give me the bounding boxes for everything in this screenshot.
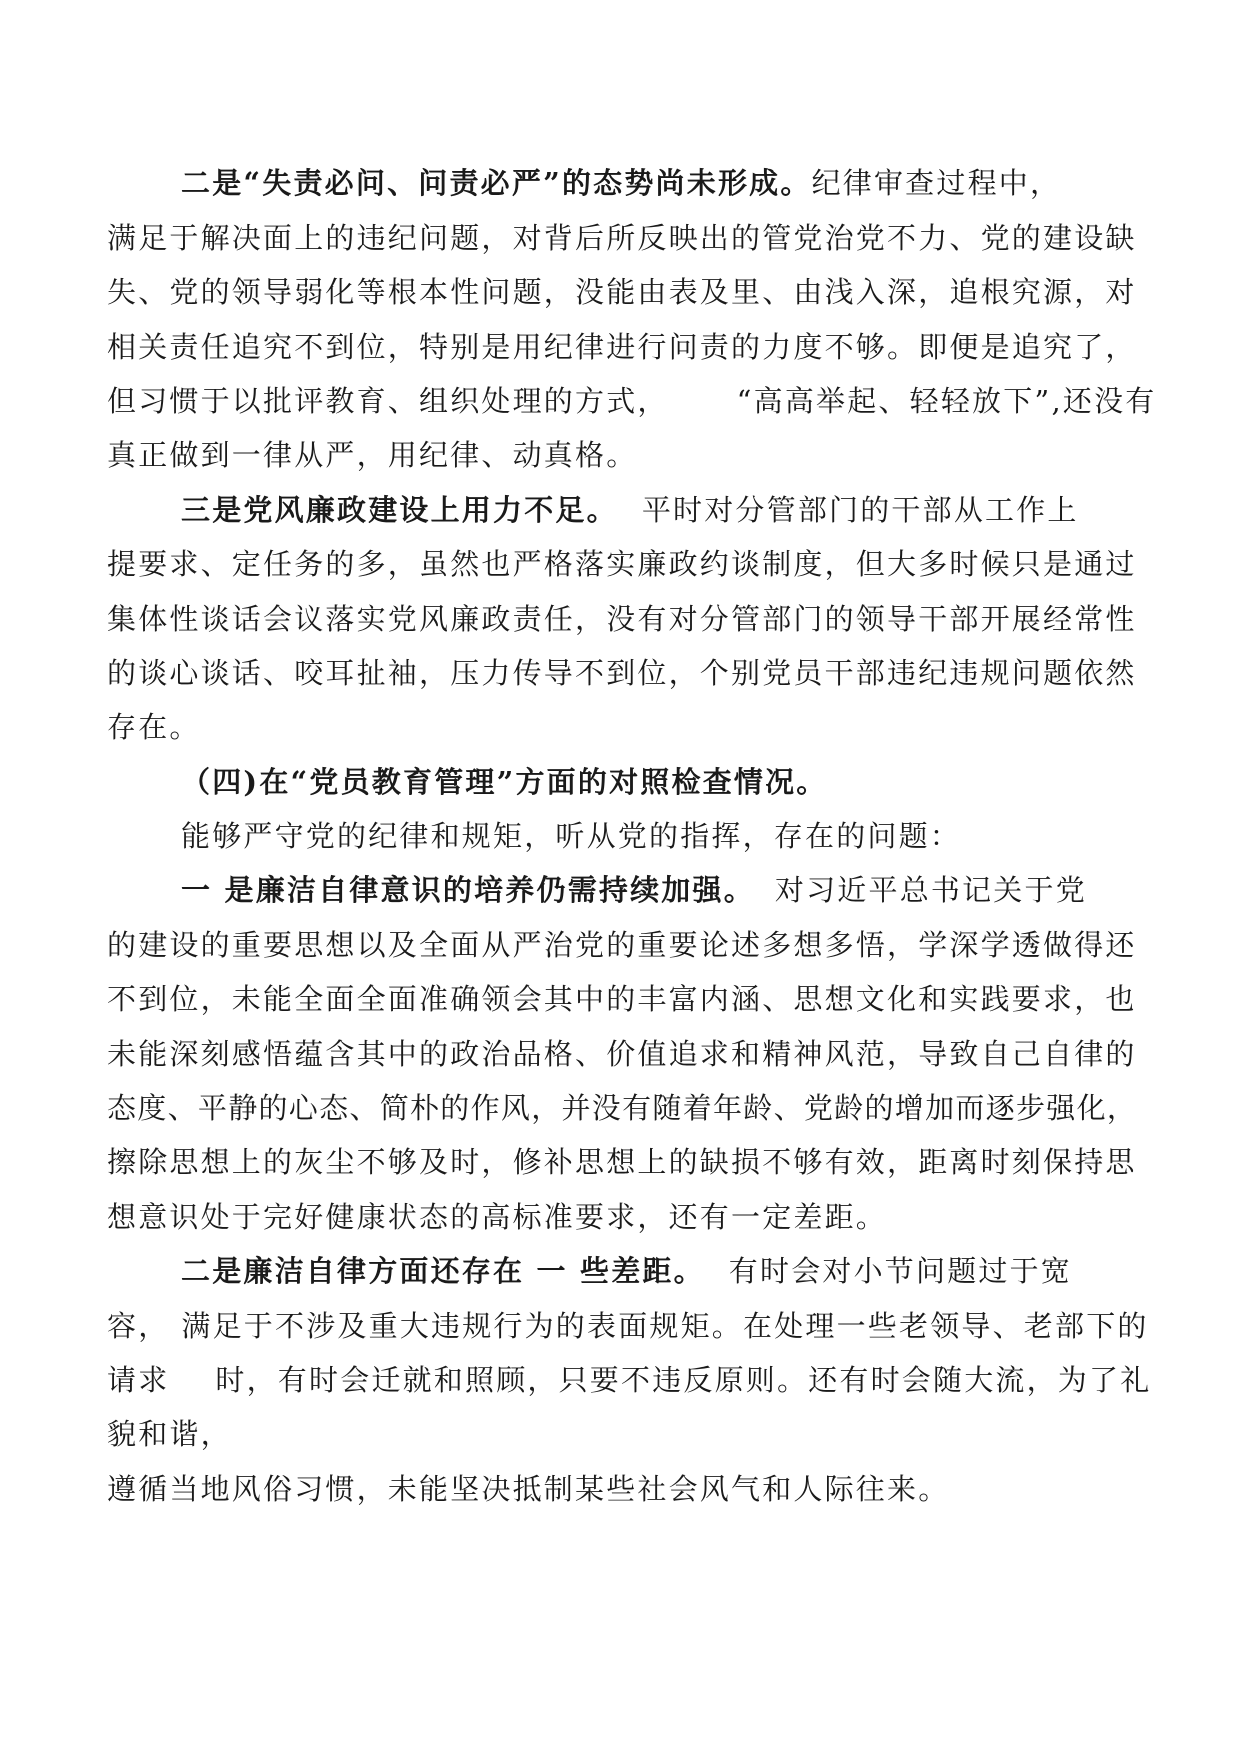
paragraph-2-heading: 三是党风廉政建设上用力不足。: [181, 493, 618, 527]
paragraph-5-line-2: [107, 1306, 1149, 1346]
paragraph-5-text: 请求: [107, 1363, 170, 1397]
paragraph-4-line-4: 未能深刻感悟蕴含其中的政治品格、价值追求和精神风范，导致自己自律的: [107, 1037, 1137, 1071]
paragraph-5-line-4: 貌和谐，: [107, 1417, 232, 1451]
paragraph-5-text: 满足于不涉及重大违规行为的表面规矩。在处理一些老领导、老部下的: [181, 1309, 1149, 1343]
paragraph-4-heading: 一 是廉洁自律意识的培养仍需持续加强。: [181, 873, 755, 907]
section-heading: （四)在“党员教育管理”方面的对照检查情况。: [181, 765, 828, 799]
paragraph-3-line-1: 能够严守党的纪律和规矩，听从党的指挥，存在的问题：: [181, 819, 962, 853]
paragraph-4-line-3: 不到位，未能全面全面准确领会其中的丰富内涵、思想文化和实践要求，也: [107, 982, 1137, 1016]
paragraph-4-line-5: 态度、平静的心态、简朴的作风，并没有随着年龄、党龄的增加而逐步强化，: [107, 1091, 1138, 1125]
paragraph-5-heading: 二是廉洁自律方面还存在 一 些差距。: [181, 1254, 705, 1288]
paragraph-1-line-4: 相关责任追究不到位，特别是用纪律进行问责的力度不够。即便是追究了，: [107, 330, 1137, 364]
paragraph-2-line-2: 提要求、定任务的多，虽然也严格落实廉政约谈制度，但大多时候只是通过: [107, 547, 1137, 581]
paragraph-5-text: 有时会对小节问题过于宽: [728, 1254, 1072, 1288]
paragraph-5-text: 容，: [107, 1309, 170, 1343]
paragraph-4-text: 对习近平总书记关于党: [774, 873, 1087, 907]
paragraph-5-line-3: [107, 1360, 1151, 1400]
paragraph-1-text: 纪律审查过程中，: [811, 166, 1062, 200]
paragraph-2-line-4: 的谈心谈话、咬耳扯袖，压力传导不到位，个别党员干部违纪违规问题依然: [107, 656, 1137, 690]
paragraph-1-line-6: 真正做到一律从严，用纪律、动真格。: [107, 438, 638, 472]
paragraph-5-text: 时，有时会迁就和照顾，只要不违反原则。还有时会随大流，为了礼: [215, 1363, 1152, 1397]
paragraph-1-line-2: 满足于解决面上的违纪问题，对背后所反映出的管党治党不力、党的建设缺: [107, 221, 1137, 255]
paragraph-1-line-1: [181, 163, 1061, 203]
paragraph-5-line-1: [181, 1251, 1072, 1291]
paragraph-1-heading: 二是“失责必问、问责必严”的态势尚未形成。: [181, 166, 812, 200]
paragraph-5-line-5: 遵循当地风俗习惯，未能坚决抵制某些社会风气和人际往来。: [107, 1472, 950, 1506]
paragraph-4-line-1: [181, 870, 1087, 910]
paragraph-2-text: 平时对分管部门的干部从工作上: [641, 493, 1079, 527]
paragraph-1-text: 但习惯于以批评教育、组织处理的方式，: [107, 384, 669, 418]
paragraph-4-line-6: 擦除思想上的灰尘不够及时，修补思想上的缺损不够有效，距离时刻保持思: [107, 1145, 1137, 1179]
paragraph-1-line-3: 失、党的领导弱化等根本性问题，没能由表及里、由浅入深，追根究源，对: [107, 275, 1137, 309]
paragraph-2-line-3: 集体性谈话会议落实党风廉政责任，没有对分管部门的领导干部开展经常性: [107, 602, 1137, 636]
paragraph-2-line-1: [181, 490, 1079, 530]
paragraph-1-line-5: [107, 381, 1156, 421]
paragraph-1-quote: “高高举起、轻轻放下”,还没有: [736, 384, 1157, 418]
paragraph-4-line-2: 的建设的重要思想以及全面从严治党的重要论述多想多悟，学深学透做得还: [107, 928, 1137, 962]
paragraph-2-line-5: 存在。: [107, 710, 201, 744]
paragraph-4-line-7: 想意识处于完好健康状态的高标准要求，还有一定差距。: [107, 1200, 888, 1234]
